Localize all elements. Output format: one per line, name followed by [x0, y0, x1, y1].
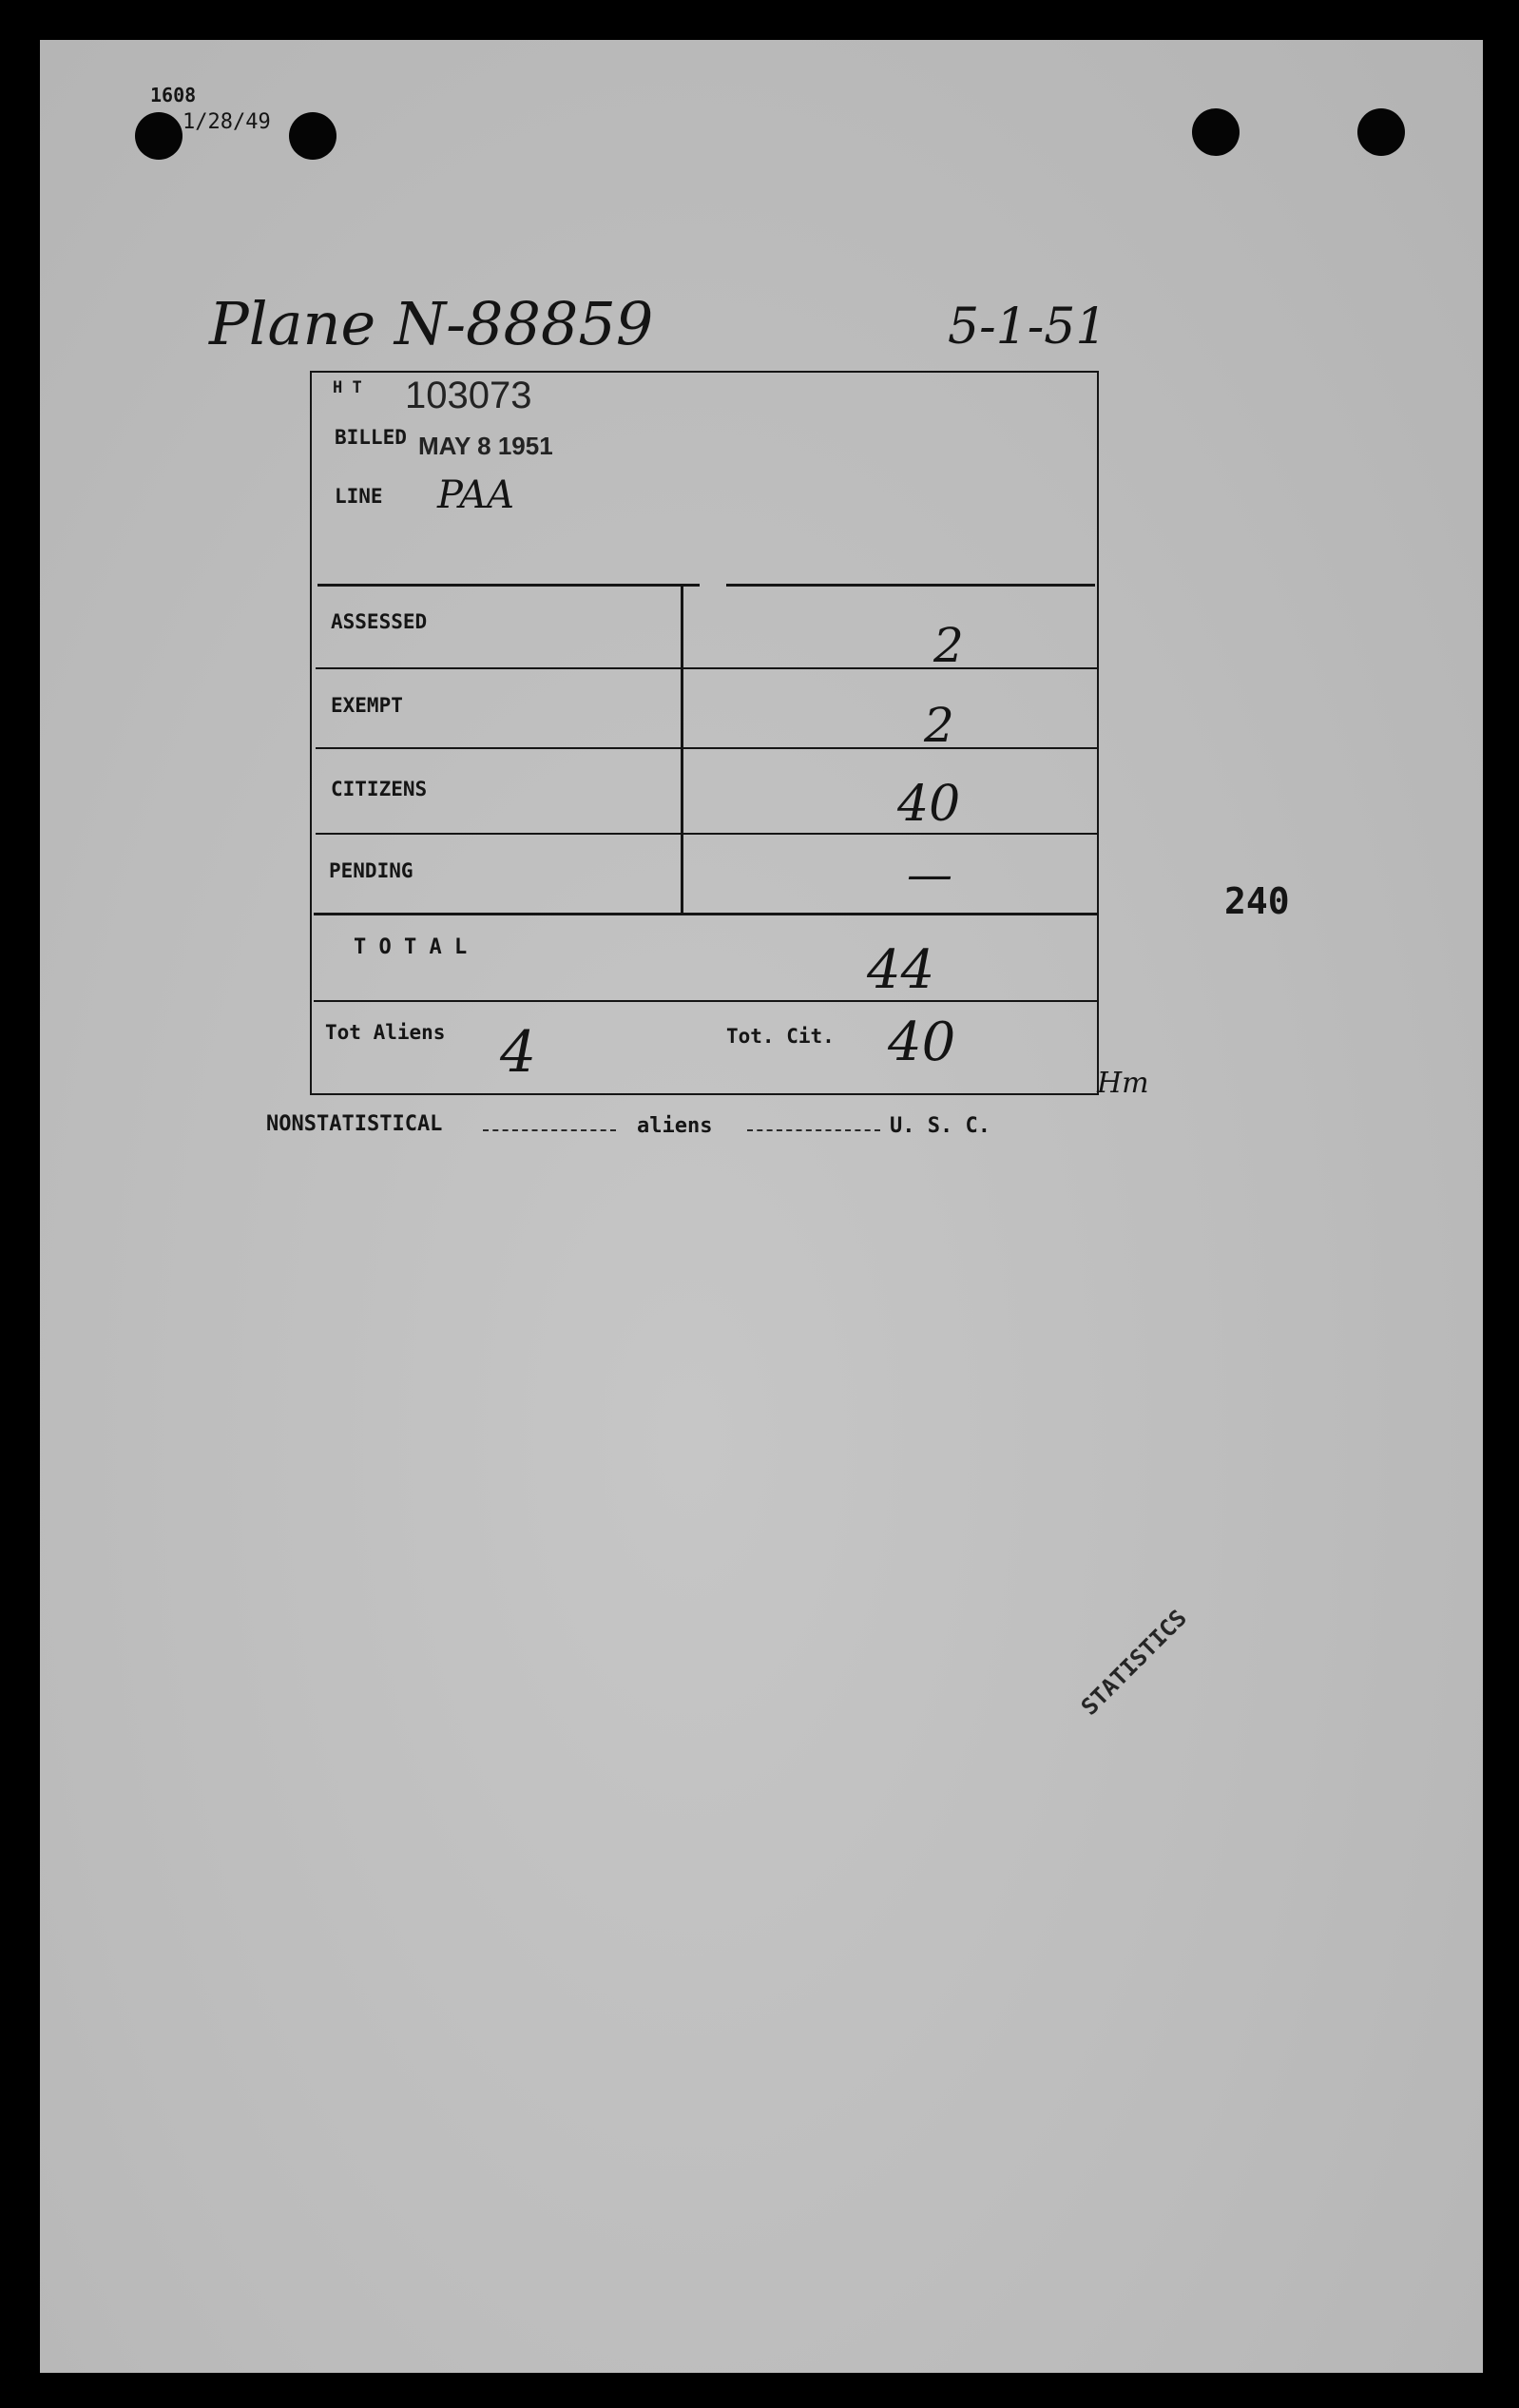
- ht-number: 103073: [405, 375, 532, 416]
- aliens-blank-line: [483, 1127, 616, 1131]
- form-date: 1/28/49: [183, 110, 271, 134]
- billed-label: BILLED: [335, 426, 407, 449]
- citizens-label: CITIZENS: [331, 778, 428, 800]
- tot-aliens-label: Tot Aliens: [325, 1021, 446, 1044]
- plane-number: Plane N-88859: [209, 289, 654, 358]
- punch-hole: [1357, 108, 1405, 156]
- ht-label: H T: [333, 378, 362, 397]
- nonstatistical-label: NONSTATISTICAL: [266, 1112, 443, 1136]
- handwritten-date: 5-1-51: [948, 299, 1107, 356]
- form-number: 1608: [150, 84, 197, 106]
- tot-cit-value: 40: [888, 1011, 956, 1073]
- assessed-label: ASSESSED: [331, 610, 428, 633]
- statistics-stamp: STATISTICS: [1076, 1604, 1192, 1721]
- punch-hole: [1192, 108, 1240, 156]
- line-label: LINE: [335, 485, 383, 508]
- document-sheet: [40, 40, 1483, 2373]
- tot-aliens-value: 4: [500, 1019, 537, 1086]
- exempt-value: 2: [924, 698, 954, 753]
- total-value: 44: [867, 939, 935, 1001]
- punch-hole: [289, 112, 336, 160]
- tot-cit-label: Tot. Cit.: [726, 1025, 835, 1048]
- side-number: 240: [1224, 880, 1290, 922]
- line-value: PAA: [437, 473, 515, 517]
- pending-value: —: [907, 848, 952, 901]
- initials: Hm: [1097, 1067, 1149, 1100]
- pending-label: PENDING: [329, 859, 413, 882]
- billed-date: MAY 8 1951: [418, 432, 553, 460]
- aliens-label: aliens: [637, 1114, 713, 1138]
- punch-hole: [135, 112, 183, 160]
- assessed-value: 2: [933, 618, 964, 673]
- total-label: T O T A L: [354, 935, 468, 959]
- usc-label: U. S. C.: [890, 1114, 990, 1138]
- exempt-label: EXEMPT: [331, 694, 403, 717]
- citizens-value: 40: [897, 776, 961, 833]
- usc-blank-line: [747, 1127, 880, 1131]
